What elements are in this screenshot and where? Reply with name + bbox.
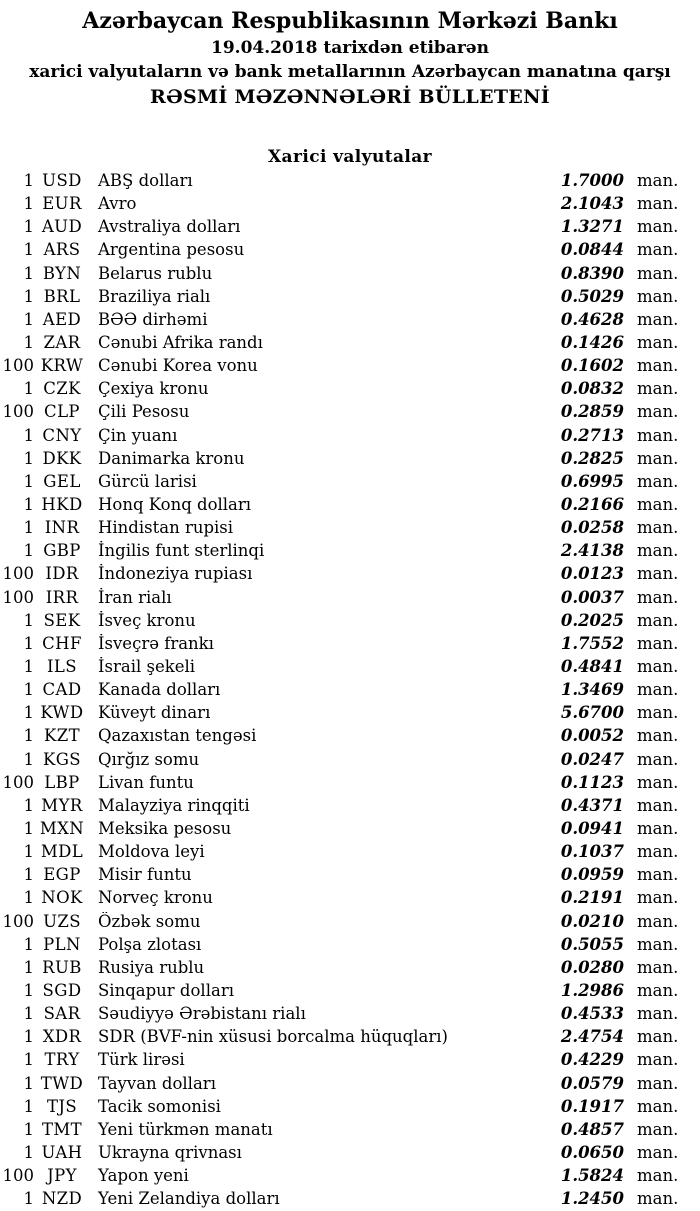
- currency-name-cell: Braziliya rialı: [98, 286, 211, 306]
- currency-name-cell: Avro: [98, 194, 137, 214]
- table-row: [0, 400, 700, 423]
- rate-cell: 1.2986: [560, 980, 624, 1000]
- unit-cell: man.: [637, 379, 679, 399]
- unit-cell: man.: [637, 1189, 679, 1209]
- currency-code-cell: UAH: [41, 1142, 83, 1162]
- table-row: [0, 933, 700, 956]
- currency-code-cell: AED: [42, 309, 82, 329]
- rate-cell: 0.2191: [560, 888, 624, 908]
- rate-cell: 0.4371: [560, 795, 624, 815]
- table-row: [0, 424, 700, 447]
- qty-cell: 1: [23, 680, 34, 700]
- currency-name-cell: İndoneziya rupiası: [98, 564, 253, 584]
- table-row: [0, 215, 700, 238]
- currency-name-cell: ABŞ dolları: [98, 171, 193, 191]
- currency-name-cell: BƏƏ dirhəmi: [98, 309, 208, 329]
- qty-cell: 1: [23, 1004, 34, 1024]
- currency-name-cell: Qırğız somu: [98, 749, 200, 769]
- rate-cell: 0.1426: [560, 333, 624, 353]
- unit-cell: man.: [637, 842, 679, 862]
- table-row: [0, 262, 700, 285]
- rate-cell: 0.0123: [560, 564, 624, 584]
- unit-cell: man.: [637, 610, 679, 630]
- currency-name-cell: İsrail şekeli: [98, 657, 196, 677]
- unit-cell: man.: [637, 541, 679, 561]
- rate-cell: 0.2825: [560, 448, 624, 468]
- rate-cell: 0.4628: [560, 309, 624, 329]
- currency-name-cell: Malayziya rinqqiti: [98, 795, 250, 815]
- table-row: [0, 562, 700, 585]
- rate-cell: 0.0247: [560, 749, 624, 769]
- currency-name-cell: Çexiya kronu: [98, 379, 209, 399]
- currency-name-cell: Yapon yeni: [98, 1166, 189, 1186]
- unit-cell: man.: [637, 518, 679, 538]
- qty-cell: 1: [23, 610, 34, 630]
- currency-code-cell: TJS: [46, 1096, 78, 1116]
- table-row: [0, 886, 700, 909]
- table-row: [0, 1071, 700, 1094]
- table-row: [0, 1048, 700, 1071]
- unit-cell: man.: [637, 194, 679, 214]
- table-row: [0, 238, 700, 261]
- qty-cell: 1: [23, 194, 34, 214]
- unit-cell: man.: [637, 402, 679, 422]
- unit-cell: man.: [637, 564, 679, 584]
- currency-code-cell: KZT: [44, 726, 80, 746]
- currency-code-cell: GEL: [43, 471, 81, 491]
- currency-code-cell: KRW: [40, 356, 84, 376]
- qty-cell: 1: [23, 333, 34, 353]
- unit-cell: man.: [637, 795, 679, 815]
- rate-cell: 5.6700: [560, 703, 624, 723]
- qty-cell: 1: [23, 1096, 34, 1116]
- table-row: [0, 678, 700, 701]
- table-row: [0, 169, 700, 192]
- currency-name-cell: Yeni Zelandiya dolları: [98, 1189, 280, 1209]
- rate-cell: 1.7000: [560, 171, 624, 191]
- qty-cell: 1: [23, 240, 34, 260]
- qty-cell: 1: [23, 633, 34, 653]
- table-row: [0, 354, 700, 377]
- unit-cell: man.: [637, 865, 679, 885]
- unit-cell: man.: [637, 171, 679, 191]
- qty-cell: 100: [2, 1166, 34, 1186]
- rate-cell: 1.5824: [560, 1166, 624, 1186]
- table-row: [0, 632, 700, 655]
- currency-name-cell: İran rialı: [98, 587, 172, 607]
- qty-cell: 1: [23, 703, 34, 723]
- currency-code-cell: EGP: [43, 865, 81, 885]
- rate-cell: 0.4841: [560, 657, 624, 677]
- currency-code-cell: MDL: [40, 842, 84, 862]
- currency-name-cell: Polşa zlotası: [98, 934, 202, 954]
- table-row: [0, 979, 700, 1002]
- table-row: [0, 285, 700, 308]
- currency-name-cell: Qazaxıstan tengəsi: [98, 726, 257, 746]
- qty-cell: 1: [23, 657, 34, 677]
- currency-code-cell: PLN: [43, 934, 81, 954]
- qty-cell: 1: [23, 819, 34, 838]
- rates-table: [0, 169, 700, 1210]
- qty-cell: 1: [23, 286, 34, 306]
- currency-code-cell: SGD: [42, 980, 82, 1000]
- unit-cell: man.: [637, 448, 679, 468]
- currency-code-cell: IDR: [45, 564, 79, 584]
- bulletin-header: [0, 0, 700, 111]
- unit-cell: man.: [637, 217, 679, 237]
- qty-cell: 1: [23, 795, 34, 815]
- currency-name-cell: Moldova leyi: [98, 842, 205, 862]
- rate-cell: 0.8390: [560, 263, 624, 283]
- qty-cell: 1: [23, 1050, 34, 1070]
- currency-name-cell: Tayvan dolları: [98, 1073, 216, 1093]
- unit-cell: man.: [637, 749, 679, 769]
- rate-cell: 0.0210: [560, 911, 624, 931]
- currency-code-cell: USD: [42, 171, 82, 191]
- qty-cell: 1: [23, 888, 34, 908]
- rate-cell: 0.0052: [560, 726, 624, 746]
- table-row: [0, 863, 700, 886]
- unit-cell: man.: [637, 333, 679, 353]
- currency-code-cell: KWD: [40, 703, 84, 723]
- unit-cell: man.: [637, 680, 679, 700]
- table-row: [0, 910, 700, 933]
- table-row: [0, 1164, 700, 1187]
- rate-cell: 0.5029: [560, 286, 624, 306]
- rate-cell: 0.0650: [560, 1142, 624, 1162]
- currency-code-cell: EUR: [42, 194, 82, 214]
- qty-cell: 1: [23, 865, 34, 885]
- currency-name-cell: Küveyt dinarı: [98, 703, 211, 723]
- currency-name-cell: Cənubi Korea vonu: [98, 356, 258, 376]
- unit-cell: man.: [637, 240, 679, 260]
- table-row: [0, 470, 700, 493]
- rate-cell: 0.0941: [560, 819, 624, 838]
- currency-name-cell: Yeni türkmən manatı: [98, 1119, 273, 1139]
- rate-cell: 0.1037: [560, 842, 624, 862]
- table-row: [0, 586, 700, 609]
- rate-cell: 0.4857: [560, 1119, 624, 1139]
- rate-cell: 1.7552: [560, 633, 624, 653]
- currency-code-cell: CLP: [44, 402, 80, 422]
- table-row: [0, 794, 700, 817]
- currency-name-cell: Norveç kronu: [98, 888, 213, 908]
- unit-cell: man.: [637, 1119, 679, 1139]
- qty-cell: 1: [23, 309, 34, 329]
- unit-cell: man.: [637, 471, 679, 491]
- currency-code-cell: ILS: [47, 657, 77, 677]
- unit-cell: man.: [637, 957, 679, 977]
- unit-cell: man.: [637, 657, 679, 677]
- currency-code-cell: TRY: [44, 1050, 80, 1070]
- table-row: [0, 771, 700, 794]
- currency-code-cell: BYN: [42, 263, 82, 283]
- qty-cell: 1: [23, 541, 34, 561]
- unit-cell: man.: [637, 286, 679, 306]
- rate-cell: 2.1043: [560, 194, 624, 214]
- date-line: 19.04.2018 tarixdən etibarən: [211, 38, 489, 58]
- rate-cell: 0.4533: [560, 1004, 624, 1024]
- table-row: [0, 1025, 700, 1048]
- table-row: [0, 1095, 700, 1118]
- table-row: [0, 701, 700, 724]
- currency-code-cell: KGS: [42, 749, 81, 769]
- currency-name-cell: Livan funtu: [98, 772, 194, 792]
- qty-cell: 100: [2, 587, 34, 607]
- qty-cell: 1: [23, 518, 34, 538]
- currency-name-cell: Avstraliya dolları: [98, 217, 241, 237]
- table-row: [0, 655, 700, 678]
- qty-cell: 1: [23, 495, 34, 515]
- table-row: [0, 192, 700, 215]
- rate-cell: 0.2025: [560, 610, 624, 630]
- qty-cell: 1: [23, 1119, 34, 1139]
- qty-cell: 1: [23, 1189, 34, 1209]
- qty-cell: 100: [2, 356, 34, 376]
- unit-cell: man.: [637, 309, 679, 329]
- currency-code-cell: NOK: [41, 888, 83, 908]
- table-row: [0, 609, 700, 632]
- unit-cell: man.: [637, 1004, 679, 1024]
- unit-cell: man.: [637, 772, 679, 792]
- currency-code-cell: MYR: [41, 795, 83, 815]
- currency-name-cell: Rusiya rublu: [98, 957, 205, 977]
- qty-cell: 1: [23, 1073, 34, 1093]
- table-row: [0, 447, 700, 470]
- section-title: Xarici valyutalar: [267, 147, 433, 167]
- qty-cell: 1: [23, 471, 34, 491]
- currency-code-cell: IRR: [45, 587, 79, 607]
- unit-cell: man.: [637, 1073, 679, 1093]
- table-row: [0, 377, 700, 400]
- currency-name-cell: Səudiyyə Ərəbistanı rialı: [98, 1004, 306, 1024]
- table-row: [0, 1002, 700, 1025]
- unit-cell: man.: [637, 1096, 679, 1116]
- unit-cell: man.: [637, 726, 679, 746]
- unit-cell: man.: [637, 633, 679, 653]
- rate-cell: 0.2713: [560, 425, 624, 445]
- qty-cell: 1: [23, 749, 34, 769]
- currency-code-cell: SEK: [43, 610, 81, 630]
- rate-cell: 0.2166: [560, 495, 624, 515]
- currency-name-cell: Honq Konq dolları: [98, 495, 252, 515]
- rate-cell: 0.0844: [560, 240, 624, 260]
- table-row: [0, 539, 700, 562]
- currency-name-cell: Tacik somonisi: [98, 1096, 221, 1116]
- unit-cell: man.: [637, 703, 679, 723]
- unit-cell: man.: [637, 587, 679, 607]
- table-row: [0, 493, 700, 516]
- rate-cell: 2.4138: [560, 541, 624, 561]
- currency-name-cell: İsveçrə frankı: [98, 633, 214, 653]
- table-row: [0, 516, 700, 539]
- rate-cell: 0.0037: [560, 587, 624, 607]
- unit-cell: man.: [637, 980, 679, 1000]
- qty-cell: 1: [23, 217, 34, 237]
- qty-cell: 1: [23, 957, 34, 977]
- table-row: [0, 331, 700, 354]
- currency-code-cell: NZD: [41, 1189, 83, 1209]
- currency-name-cell: Meksika pesosu: [98, 819, 232, 838]
- qty-cell: 100: [2, 402, 34, 422]
- qty-cell: 1: [23, 171, 34, 191]
- qty-cell: 1: [23, 726, 34, 746]
- rate-cell: 1.2450: [560, 1189, 624, 1209]
- currency-name-cell: Sinqapur dolları: [98, 980, 234, 1000]
- unit-cell: man.: [637, 1166, 679, 1186]
- qty-cell: 1: [23, 1027, 34, 1047]
- currency-name-cell: Belarus rublu: [98, 263, 213, 283]
- rate-cell: 0.0258: [560, 518, 624, 538]
- currency-code-cell: CNY: [42, 425, 82, 445]
- currency-name-cell: İngilis funt sterlinqi: [98, 541, 265, 561]
- qty-cell: 1: [23, 980, 34, 1000]
- rate-cell: 0.1602: [560, 356, 624, 376]
- currency-code-cell: DKK: [42, 448, 82, 468]
- table-row: [0, 748, 700, 771]
- currency-name-cell: Türk lirəsi: [98, 1050, 185, 1070]
- currency-code-cell: INR: [44, 518, 80, 538]
- rate-cell: 0.6995: [560, 471, 624, 491]
- currency-name-cell: Cənubi Afrika randı: [98, 333, 263, 353]
- unit-cell: man.: [637, 1050, 679, 1070]
- currency-name-cell: Danimarka kronu: [98, 448, 245, 468]
- unit-cell: man.: [637, 263, 679, 283]
- unit-cell: man.: [637, 934, 679, 954]
- rate-cell: 0.1917: [560, 1096, 624, 1116]
- table-row: [0, 1187, 700, 1210]
- currency-code-cell: ARS: [43, 240, 81, 260]
- currency-code-cell: ZAR: [43, 333, 81, 353]
- qty-cell: 1: [23, 263, 34, 283]
- unit-cell: man.: [637, 356, 679, 376]
- currency-code-cell: RUB: [42, 957, 82, 977]
- currency-name-cell: Çili Pesosu: [98, 402, 190, 422]
- currency-code-cell: TMT: [41, 1119, 83, 1139]
- rate-cell: 0.2859: [560, 402, 624, 422]
- currency-name-cell: Kanada dolları: [98, 680, 221, 700]
- rate-cell: 1.3469: [560, 680, 624, 700]
- unit-cell: man.: [637, 1027, 679, 1047]
- currency-code-cell: LBP: [44, 772, 80, 792]
- currency-name-cell: Çin yuanı: [98, 425, 178, 445]
- rate-cell: 2.4754: [560, 1027, 624, 1047]
- currency-name-cell: İsveç kronu: [98, 610, 196, 630]
- qty-cell: 1: [23, 1142, 34, 1162]
- table-row: [0, 1141, 700, 1164]
- bank-title: Azərbaycan Respublikasının Mərkəzi Bankı: [82, 8, 618, 34]
- table-row: [0, 1118, 700, 1141]
- rate-cell: 0.4229: [560, 1050, 624, 1070]
- currency-name-cell: Ukrayna qrivnası: [98, 1142, 242, 1162]
- rate-cell: 0.0832: [560, 379, 624, 399]
- qty-cell: 100: [2, 564, 34, 584]
- qty-cell: 1: [23, 379, 34, 399]
- unit-cell: man.: [637, 819, 679, 838]
- rate-cell: 1.3271: [560, 217, 624, 237]
- unit-cell: man.: [637, 1142, 679, 1162]
- currency-code-cell: CAD: [42, 680, 82, 700]
- currency-code-cell: GBP: [43, 541, 81, 561]
- currency-name-cell: Hindistan rupisi: [98, 518, 234, 538]
- currency-name-cell: Özbək somu: [98, 911, 201, 931]
- currency-name-cell: Misir funtu: [98, 865, 192, 885]
- rate-cell: 0.5055: [560, 934, 624, 954]
- rate-cell: 0.0280: [560, 957, 624, 977]
- subject-line: xarici valyutaların və bank metallarının Azərbaycan manatına qarşı: [29, 62, 671, 82]
- currency-code-cell: JPY: [47, 1166, 77, 1186]
- qty-cell: 1: [23, 934, 34, 954]
- currency-code-cell: XDR: [42, 1027, 82, 1047]
- rate-cell: 0.1123: [560, 772, 624, 792]
- qty-cell: 1: [23, 842, 34, 862]
- currency-code-cell: HKD: [41, 495, 83, 515]
- unit-cell: man.: [637, 911, 679, 931]
- qty-cell: 1: [23, 448, 34, 468]
- unit-cell: man.: [637, 495, 679, 515]
- unit-cell: man.: [637, 425, 679, 445]
- rate-cell: 0.0579: [560, 1073, 624, 1093]
- qty-cell: 1: [23, 425, 34, 445]
- currency-code-cell: UZS: [43, 911, 81, 931]
- currency-code-cell: SAR: [43, 1004, 81, 1024]
- table-row: [0, 956, 700, 979]
- unit-cell: man.: [637, 888, 679, 908]
- rate-cell: 0.0959: [560, 865, 624, 885]
- table-row: [0, 308, 700, 331]
- currency-name-cell: Gürcü larisi: [98, 471, 197, 491]
- currency-code-cell: CHF: [42, 633, 82, 653]
- table-row: [0, 724, 700, 747]
- currency-code-cell: TWD: [40, 1073, 84, 1093]
- qty-cell: 100: [2, 911, 34, 931]
- currency-name-cell: Argentina pesosu: [98, 240, 245, 260]
- currency-name-cell: SDR (BVF-nin xüsusi borcalma hüquqları): [98, 1027, 448, 1047]
- table-row: [0, 840, 700, 863]
- currency-code-cell: BRL: [43, 286, 81, 306]
- currency-code-cell: AUD: [41, 217, 83, 237]
- currency-code-cell: MXN: [39, 819, 85, 838]
- table-row: [0, 817, 700, 840]
- bulletin-title: RƏSMİ MƏZƏNNƏLƏRİ BÜLLETENİ: [150, 86, 550, 108]
- currency-code-cell: CZK: [43, 379, 81, 399]
- qty-cell: 100: [2, 772, 34, 792]
